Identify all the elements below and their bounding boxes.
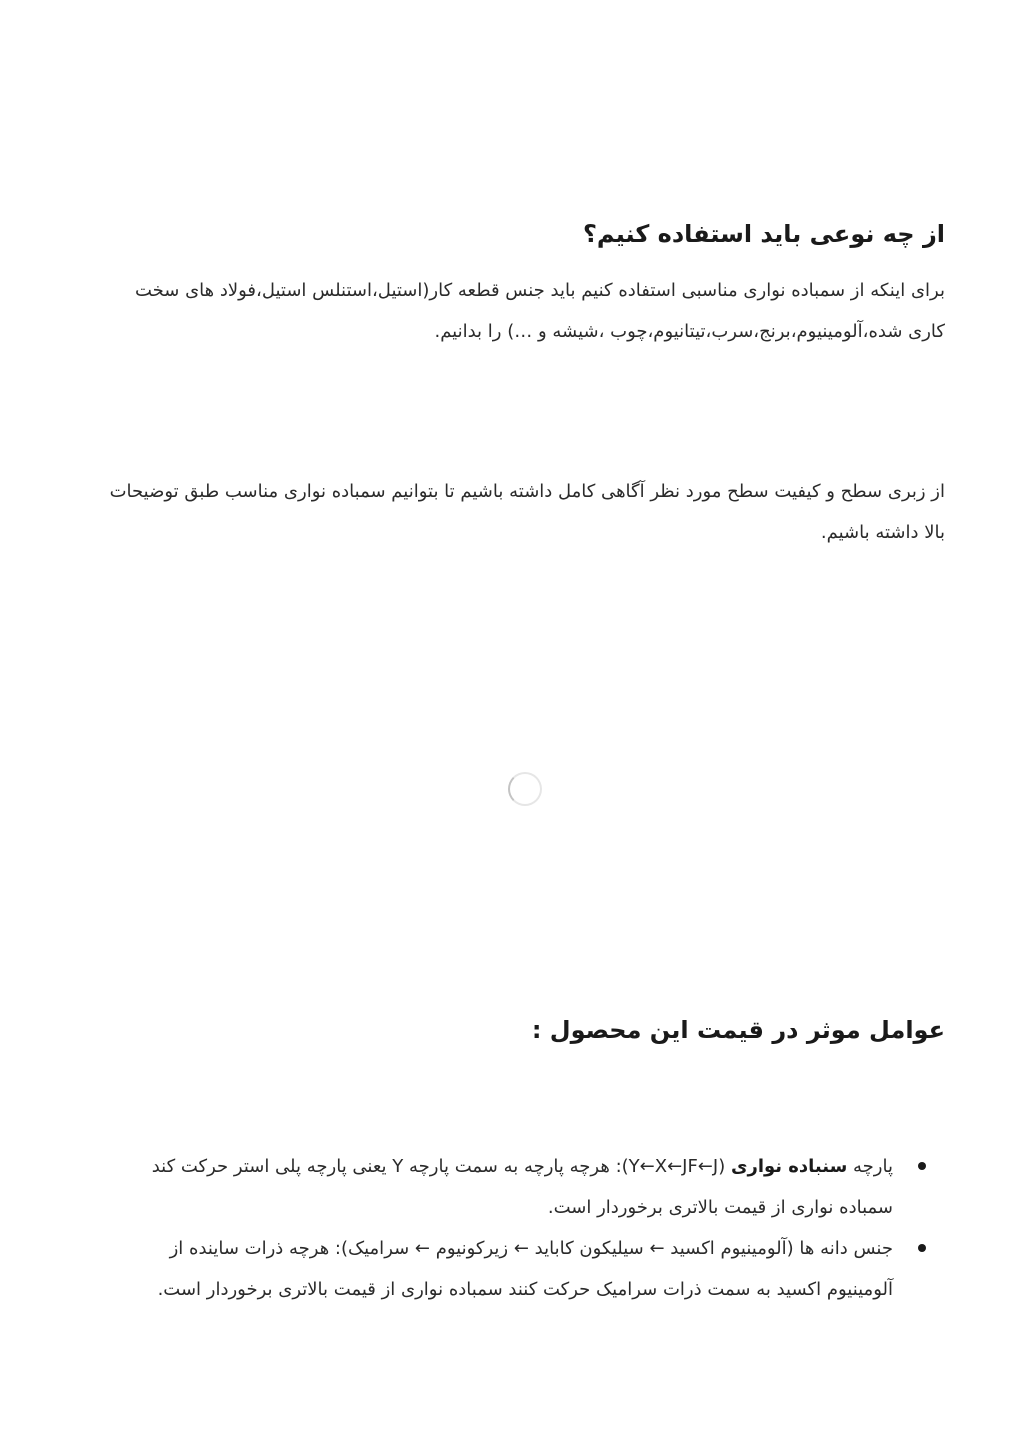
list-item-prefix: پارچه xyxy=(847,1156,893,1177)
list-item xyxy=(100,1228,893,1310)
paragraph-surface-roughness: از زبری سطح و کیفیت سطح مورد نظر آگاهی کامل داشته باشیم تا بتوانیم سمباده نواری مناسب طبق توضیحات بالا داشته باشیم. xyxy=(109,481,945,543)
list-item-prefix: جنس دانه ها (آلومینیوم اکسید ← سیلیکون کاباید ← زیرکونیوم ← سرامیک): هرچه ذرات ساینده از آلومینیوم اکسید به سمت ذرات سرامیک حرکت کنند سمباده نواری از قیمت بالاتری برخوردار است. xyxy=(157,1238,893,1300)
price-factors-list xyxy=(100,1146,945,1310)
section-heading-material-type: از چه نوعی باید استفاده کنیم؟ xyxy=(583,220,945,248)
loading-spinner-icon xyxy=(508,772,542,806)
list-item-text: (Y←X←JF←J): هرچه پارچه به سمت پارچه Y یعنی پارچه پلی استر حرکت کند سمباده نواری از قیمت بالاتری برخوردار است. xyxy=(151,1156,893,1218)
paragraph-workpiece-material: برای اینکه از سمباده نواری مناسبی استفاده کنیم باید جنس قطعه کار(استیل،استنلس استیل،فولاد های سخت کاری شده،آلومینیوم،برنج،سرب،تیتانیوم،چوب ،شیشه و …) را بدانیم. xyxy=(134,280,945,342)
list-item xyxy=(100,1146,893,1228)
section-heading-price-factors: عوامل موثر در قیمت این محصول : xyxy=(531,1016,945,1044)
list-item-bold-link: سنباده نواری xyxy=(730,1156,848,1177)
